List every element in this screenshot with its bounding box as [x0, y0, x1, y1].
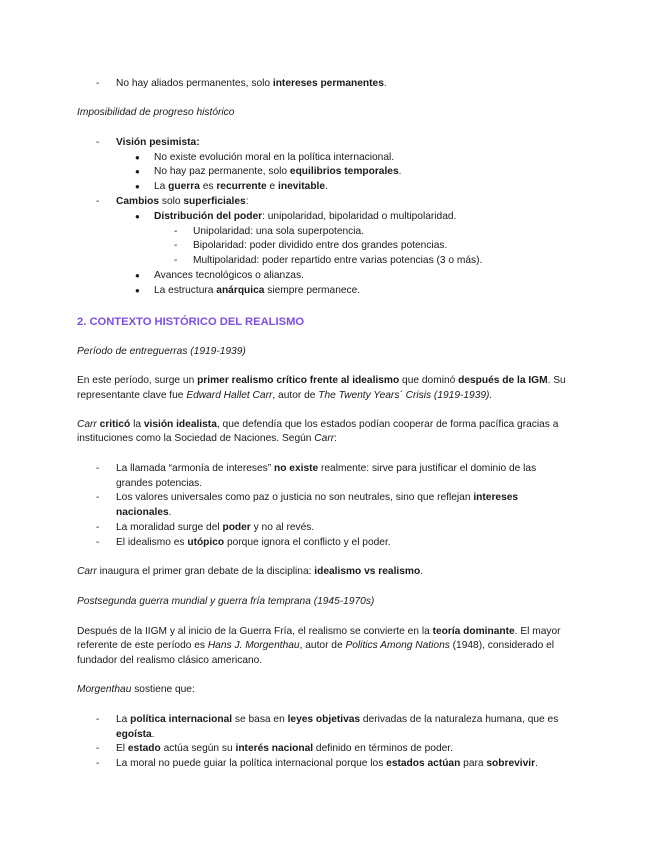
- list-marker-dot: ●: [135, 182, 140, 191]
- text-run: equilibrios temporales: [289, 166, 399, 177]
- text-run: . El mayor: [514, 626, 561, 637]
- list-item: [116, 713, 558, 727]
- list-marker-dash: -: [96, 522, 100, 533]
- list-item: [116, 491, 518, 505]
- text-run: The Twenty Years´ Crisis (1919-1939).: [318, 390, 493, 401]
- paragraph-line: [77, 374, 566, 388]
- text-run: La estructura: [154, 285, 217, 296]
- text-run: No hay aliados permanentes, solo: [116, 78, 273, 89]
- list-item: [154, 180, 328, 194]
- list-item: [154, 269, 304, 283]
- text-run: Después de la IIGM y al inicio de la Guerra Fría, el realismo se convierte en la: [77, 626, 433, 637]
- list-marker-dash: -: [96, 714, 100, 725]
- text-run: Visión pesimista:: [116, 137, 200, 148]
- text-run: recurrente: [216, 181, 267, 192]
- text-run: Unipolaridad: una sola superpotencia.: [193, 226, 365, 237]
- text-run: solo: [159, 196, 184, 207]
- text-run: , autor de: [272, 390, 319, 401]
- text-run: Bipolaridad: poder dividido entre dos grandes potencias.: [193, 240, 448, 251]
- text-run: Distribución del poder: [154, 211, 263, 222]
- text-run: derivadas de la naturaleza humana, que es: [360, 714, 559, 725]
- paragraph-line: [77, 683, 195, 697]
- text-run: Imposibilidad de progreso histórico: [77, 107, 235, 118]
- paragraph-line: [77, 654, 262, 668]
- list-item-continuation: [116, 477, 202, 491]
- list-item: [116, 536, 391, 550]
- text-run: realmente: sirve para justificar el dominio de las: [318, 463, 537, 474]
- text-run: Cambios: [116, 196, 160, 207]
- list-item-continuation: [116, 728, 155, 742]
- text-run: Multipolaridad: poder repartido entre varias potencias (3 o más).: [193, 255, 483, 266]
- list-item: [116, 521, 314, 535]
- list-marker-dash: -: [174, 240, 178, 251]
- text-run: .: [398, 166, 402, 177]
- paragraph-line: [77, 565, 423, 579]
- text-run: , que defendía que los estados podían cooperar de forma pacífica gracias a: [216, 419, 559, 430]
- text-run: Carr: [314, 433, 335, 444]
- text-run: grandes potencias.: [116, 478, 203, 489]
- text-run: porque ignora el conflicto y el poder.: [224, 537, 391, 548]
- text-run: política internacional: [130, 714, 233, 725]
- text-run: utópico: [187, 537, 225, 548]
- text-run: leyes objetivas: [287, 714, 361, 725]
- text-run: superficiales: [183, 196, 246, 207]
- text-run: sobrevivir: [486, 758, 536, 769]
- list-item: [116, 462, 536, 476]
- text-run: después de la IGM: [458, 375, 548, 386]
- text-run: La moral no puede guiar la política internacional porque los: [116, 758, 387, 769]
- text-run: primer realismo crítico frente al idealismo: [197, 375, 400, 386]
- text-run: .: [420, 566, 424, 577]
- text-run: .: [168, 507, 172, 518]
- text-run: actúa según su: [160, 743, 236, 754]
- list-item: [193, 239, 447, 253]
- list-item: [116, 757, 538, 771]
- text-run: fundador del realismo clásico americano.: [77, 655, 263, 666]
- text-run: nacionales: [116, 507, 169, 518]
- text-run: Morgenthau: [77, 684, 132, 695]
- text-run: .: [535, 758, 538, 769]
- list-marker-dash: -: [96, 537, 100, 548]
- text-run: (1948), considerado el: [449, 640, 555, 651]
- subheading-italic: [77, 595, 374, 609]
- text-run: : unipolaridad, bipolaridad o multipolaridad.: [262, 211, 457, 222]
- text-run: anárquica: [216, 285, 265, 296]
- text-run: La llamada “armonía de intereses”: [116, 463, 274, 474]
- text-run: La: [116, 714, 131, 725]
- text-run: teoría dominante: [432, 626, 515, 637]
- paragraph-line: [77, 625, 561, 639]
- text-run: e: [266, 181, 279, 192]
- list-marker-dot: ●: [135, 153, 140, 162]
- text-run: inaugura el primer gran debate de la disciplina:: [96, 566, 315, 577]
- text-run: idealismo vs realismo: [314, 566, 421, 577]
- text-run: La: [154, 181, 169, 192]
- list-marker-dash: -: [96, 758, 100, 769]
- text-run: , autor de: [299, 640, 346, 651]
- text-run: No hay paz permanente, solo: [154, 166, 290, 177]
- list-marker-dot: ●: [135, 271, 140, 280]
- text-run: siempre permanece.: [264, 285, 361, 296]
- list-item: [116, 742, 453, 756]
- text-run: sostiene que:: [131, 684, 195, 695]
- text-run: definido en términos de poder.: [313, 743, 453, 754]
- subheading-italic: [77, 106, 234, 120]
- text-run: instituciones como la Sociedad de Naciones. Según: [77, 433, 315, 444]
- paragraph-line: [77, 639, 554, 653]
- text-run: y no al revés.: [250, 522, 315, 533]
- text-run: egoísta: [116, 729, 152, 740]
- list-marker-dash: -: [174, 226, 178, 237]
- text-run: poder: [222, 522, 251, 533]
- text-run: Carr: [77, 566, 97, 577]
- text-run: Período de entreguerras (1919-1939): [77, 346, 246, 357]
- text-run: La moralidad surge del: [116, 522, 223, 533]
- list-marker-dash: -: [174, 255, 178, 266]
- text-run: se basa en: [232, 714, 288, 725]
- text-run: :: [245, 196, 249, 207]
- section-heading: 2. CONTEXTO HISTÓRICO DEL REALISMO: [77, 316, 305, 328]
- text-run: intereses permanentes: [272, 78, 384, 89]
- text-run: estados actúan: [386, 758, 461, 769]
- text-run: Postsegunda guerra mundial y guerra fría temprana (1945-1970s): [77, 596, 375, 607]
- text-run: Edward Hallet Carr: [186, 390, 273, 401]
- text-run: .: [383, 78, 387, 89]
- text-run: interés nacional: [235, 743, 314, 754]
- paragraph-line: [77, 389, 492, 403]
- text-run: para: [460, 758, 487, 769]
- list-item: [154, 210, 456, 224]
- paragraph-line: [77, 432, 337, 446]
- list-item: [154, 165, 401, 179]
- list-item: [116, 77, 387, 91]
- text-run: criticó: [99, 419, 131, 430]
- text-run: representante clave fue: [77, 390, 187, 401]
- list-marker-dash: -: [96, 743, 100, 754]
- list-marker-dash: -: [96, 78, 100, 89]
- text-run: Politics Among Nations: [345, 640, 450, 651]
- list-item-continuation: [116, 506, 172, 520]
- text-run: estado: [127, 743, 161, 754]
- list-item: [116, 195, 249, 209]
- text-run: :: [334, 433, 337, 444]
- list-marker-dot: ●: [135, 167, 140, 176]
- paragraph-line: [77, 418, 558, 432]
- list-item: [193, 254, 482, 268]
- text-run: Los valores universales como paz o justicia no son neutrales, sino que reflejan: [116, 492, 474, 503]
- text-run: El: [116, 743, 128, 754]
- list-marker-dot: ●: [135, 212, 140, 221]
- text-run: Hans J. Morgenthau: [207, 640, 300, 651]
- text-run: no existe: [274, 463, 319, 474]
- text-run: No existe evolución moral en la política internacional.: [154, 152, 395, 163]
- list-item: [154, 151, 394, 165]
- list-marker-dash: -: [96, 463, 100, 474]
- subheading-italic: [77, 345, 246, 359]
- list-item: [116, 136, 200, 150]
- text-run: referente de este período es: [77, 640, 208, 651]
- list-item: [154, 284, 360, 298]
- text-run: . Su: [547, 375, 566, 386]
- list-item: [193, 225, 364, 239]
- text-run: Carr: [77, 419, 97, 430]
- list-marker-dash: -: [96, 196, 100, 207]
- text-run: .: [325, 181, 328, 192]
- text-run: la: [130, 419, 144, 430]
- list-marker-dash: -: [96, 492, 100, 503]
- list-marker-dot: ●: [135, 286, 140, 295]
- text-run: inevitable: [278, 181, 326, 192]
- text-run: que dominó: [399, 375, 459, 386]
- text-run: visión idealista: [143, 419, 217, 430]
- text-run: intereses: [473, 492, 519, 503]
- text-run: .: [151, 729, 155, 740]
- text-run: En este período, surge un: [77, 375, 198, 386]
- text-run: El idealismo es: [116, 537, 188, 548]
- text-run: es: [199, 181, 217, 192]
- text-run: guerra: [168, 181, 200, 192]
- list-marker-dash: -: [96, 137, 100, 148]
- text-run: Avances tecnológicos o alianzas.: [154, 270, 304, 281]
